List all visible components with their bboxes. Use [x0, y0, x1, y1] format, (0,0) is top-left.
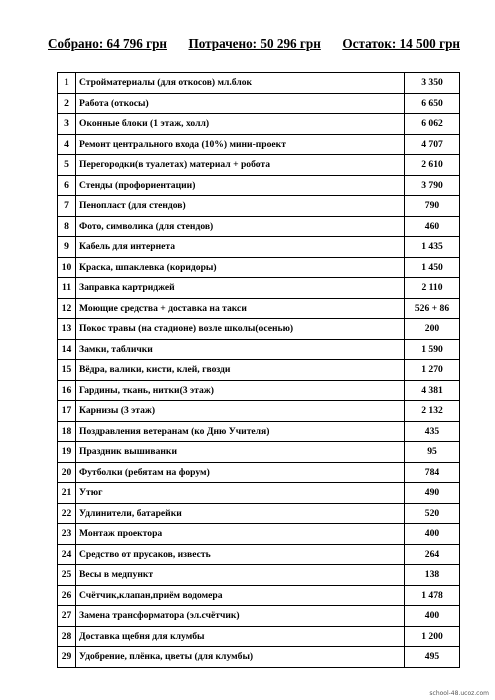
row-number: 2: [58, 93, 76, 114]
expense-item: Стройматериалы (для откосов) мл.блок: [76, 73, 405, 94]
table-row: [58, 73, 460, 94]
row-number: 18: [58, 421, 76, 442]
expense-amount: 435: [405, 421, 460, 442]
row-number: 25: [58, 565, 76, 586]
row-number: 20: [58, 462, 76, 483]
row-number: 24: [58, 544, 76, 565]
expense-amount: 3 350: [405, 73, 460, 94]
row-number: 23: [58, 524, 76, 545]
expense-amount: 6 650: [405, 93, 460, 114]
expense-amount: 138: [405, 565, 460, 586]
expense-amount: 4 381: [405, 380, 460, 401]
expense-amount: 400: [405, 524, 460, 545]
row-number: 13: [58, 319, 76, 340]
expense-amount: 200: [405, 319, 460, 340]
expense-item: Замена трансформатора (эл.счётчик): [76, 606, 405, 627]
expense-table: [57, 72, 460, 668]
expense-item: Пенопласт (для стендов): [76, 196, 405, 217]
spent-total: Потрачено: 50 296 грн: [188, 36, 321, 51]
collected-total: Собрано: 64 796 грн: [48, 36, 168, 51]
row-number: 3: [58, 114, 76, 135]
expense-amount: 1 478: [405, 585, 460, 606]
table-row: [58, 237, 460, 258]
expense-amount: 490: [405, 483, 460, 504]
row-number: 28: [58, 626, 76, 647]
remaining-total: Остаток: 14 500 грн: [342, 36, 460, 51]
expense-item: Кабель для интернета: [76, 237, 405, 258]
row-number: 6: [58, 175, 76, 196]
expense-item: Работа (откосы): [76, 93, 405, 114]
table-row: [58, 585, 460, 606]
expense-amount: 1 200: [405, 626, 460, 647]
row-number: 15: [58, 360, 76, 381]
expense-item: Монтаж проектора: [76, 524, 405, 545]
table-row: [58, 462, 460, 483]
expense-amount: 2 610: [405, 155, 460, 176]
row-number: 4: [58, 134, 76, 155]
expense-item: Счётчик,клапан,приём водомера: [76, 585, 405, 606]
expense-item: Удлинители, батарейки: [76, 503, 405, 524]
expense-item: Стенды (профориентации): [76, 175, 405, 196]
expense-amount: 1 270: [405, 360, 460, 381]
expense-item: Ремонт центрального входа (10%) мини-проект: [76, 134, 405, 155]
table-row: [58, 339, 460, 360]
table-row: [58, 114, 460, 135]
expense-amount: 4 707: [405, 134, 460, 155]
row-number: 17: [58, 401, 76, 422]
table-row: [58, 421, 460, 442]
table-row: [58, 503, 460, 524]
expense-item: Оконные блоки (1 этаж, холл): [76, 114, 405, 135]
table-row: [58, 626, 460, 647]
table-row: [58, 401, 460, 422]
expense-amount: 3 790: [405, 175, 460, 196]
expense-amount: 790: [405, 196, 460, 217]
expense-item: Удобрение, плёнка, цветы (для клумбы): [76, 647, 405, 668]
table-row: [58, 155, 460, 176]
row-number: 7: [58, 196, 76, 217]
table-row: [58, 647, 460, 668]
row-number: 1: [58, 73, 76, 94]
table-row: [58, 442, 460, 463]
expense-item: Поздравления ветеранам (ко Дню Учителя): [76, 421, 405, 442]
expense-table-body: [58, 73, 460, 668]
expense-amount: 460: [405, 216, 460, 237]
table-row: [58, 298, 460, 319]
expense-amount: 1 435: [405, 237, 460, 258]
expense-amount: 520: [405, 503, 460, 524]
expense-amount: 1 450: [405, 257, 460, 278]
expense-item: Моющие средства + доставка на такси: [76, 298, 405, 319]
table-row: [58, 360, 460, 381]
row-number: 21: [58, 483, 76, 504]
row-number: 8: [58, 216, 76, 237]
expense-item: Праздник вышиванки: [76, 442, 405, 463]
row-number: 29: [58, 647, 76, 668]
row-number: 14: [58, 339, 76, 360]
expense-amount: 95: [405, 442, 460, 463]
expense-amount: 784: [405, 462, 460, 483]
row-number: 11: [58, 278, 76, 299]
expense-item: Карнизы (3 этаж): [76, 401, 405, 422]
table-row: [58, 524, 460, 545]
table-row: [58, 544, 460, 565]
expense-amount: 526 + 86: [405, 298, 460, 319]
table-row: [58, 278, 460, 299]
expense-item: Фото, символика (для стендов): [76, 216, 405, 237]
expense-item: Перегородки(в туалетах) материал + робота: [76, 155, 405, 176]
row-number: 27: [58, 606, 76, 627]
expense-item: Футболки (ребятам на форум): [76, 462, 405, 483]
row-number: 9: [58, 237, 76, 258]
table-row: [58, 319, 460, 340]
row-number: 26: [58, 585, 76, 606]
expense-amount: 1 590: [405, 339, 460, 360]
table-row: [58, 175, 460, 196]
table-row: [58, 134, 460, 155]
table-row: [58, 93, 460, 114]
expense-item: Покос травы (на стадионе) возле школы(осенью): [76, 319, 405, 340]
expense-amount: 2 132: [405, 401, 460, 422]
table-row: [58, 257, 460, 278]
expense-item: Средство от прусаков, известь: [76, 544, 405, 565]
expense-item: Гардины, ткань, нитки(3 этаж): [76, 380, 405, 401]
table-row: [58, 216, 460, 237]
expense-item: Краска, шпаклевка (коридоры): [76, 257, 405, 278]
expense-amount: 264: [405, 544, 460, 565]
expense-item: Доставка щебня для клумбы: [76, 626, 405, 647]
expense-item: Утюг: [76, 483, 405, 504]
expense-amount: 6 062: [405, 114, 460, 135]
expense-item: Весы в медпункт: [76, 565, 405, 586]
expense-amount: 2 110: [405, 278, 460, 299]
table-row: [58, 380, 460, 401]
table-row: [58, 196, 460, 217]
expense-amount: 495: [405, 647, 460, 668]
row-number: 10: [58, 257, 76, 278]
expense-item: Замки, таблички: [76, 339, 405, 360]
row-number: 22: [58, 503, 76, 524]
row-number: 19: [58, 442, 76, 463]
budget-summary: [48, 36, 460, 52]
row-number: 16: [58, 380, 76, 401]
expense-amount: 400: [405, 606, 460, 627]
table-row: [58, 483, 460, 504]
row-number: 12: [58, 298, 76, 319]
site-watermark: school-48.ucoz.com: [429, 690, 489, 697]
table-row: [58, 606, 460, 627]
row-number: 5: [58, 155, 76, 176]
expense-item: Вёдра, валики, кисти, клей, гвозди: [76, 360, 405, 381]
table-row: [58, 565, 460, 586]
expense-item: Заправка картриджей: [76, 278, 405, 299]
